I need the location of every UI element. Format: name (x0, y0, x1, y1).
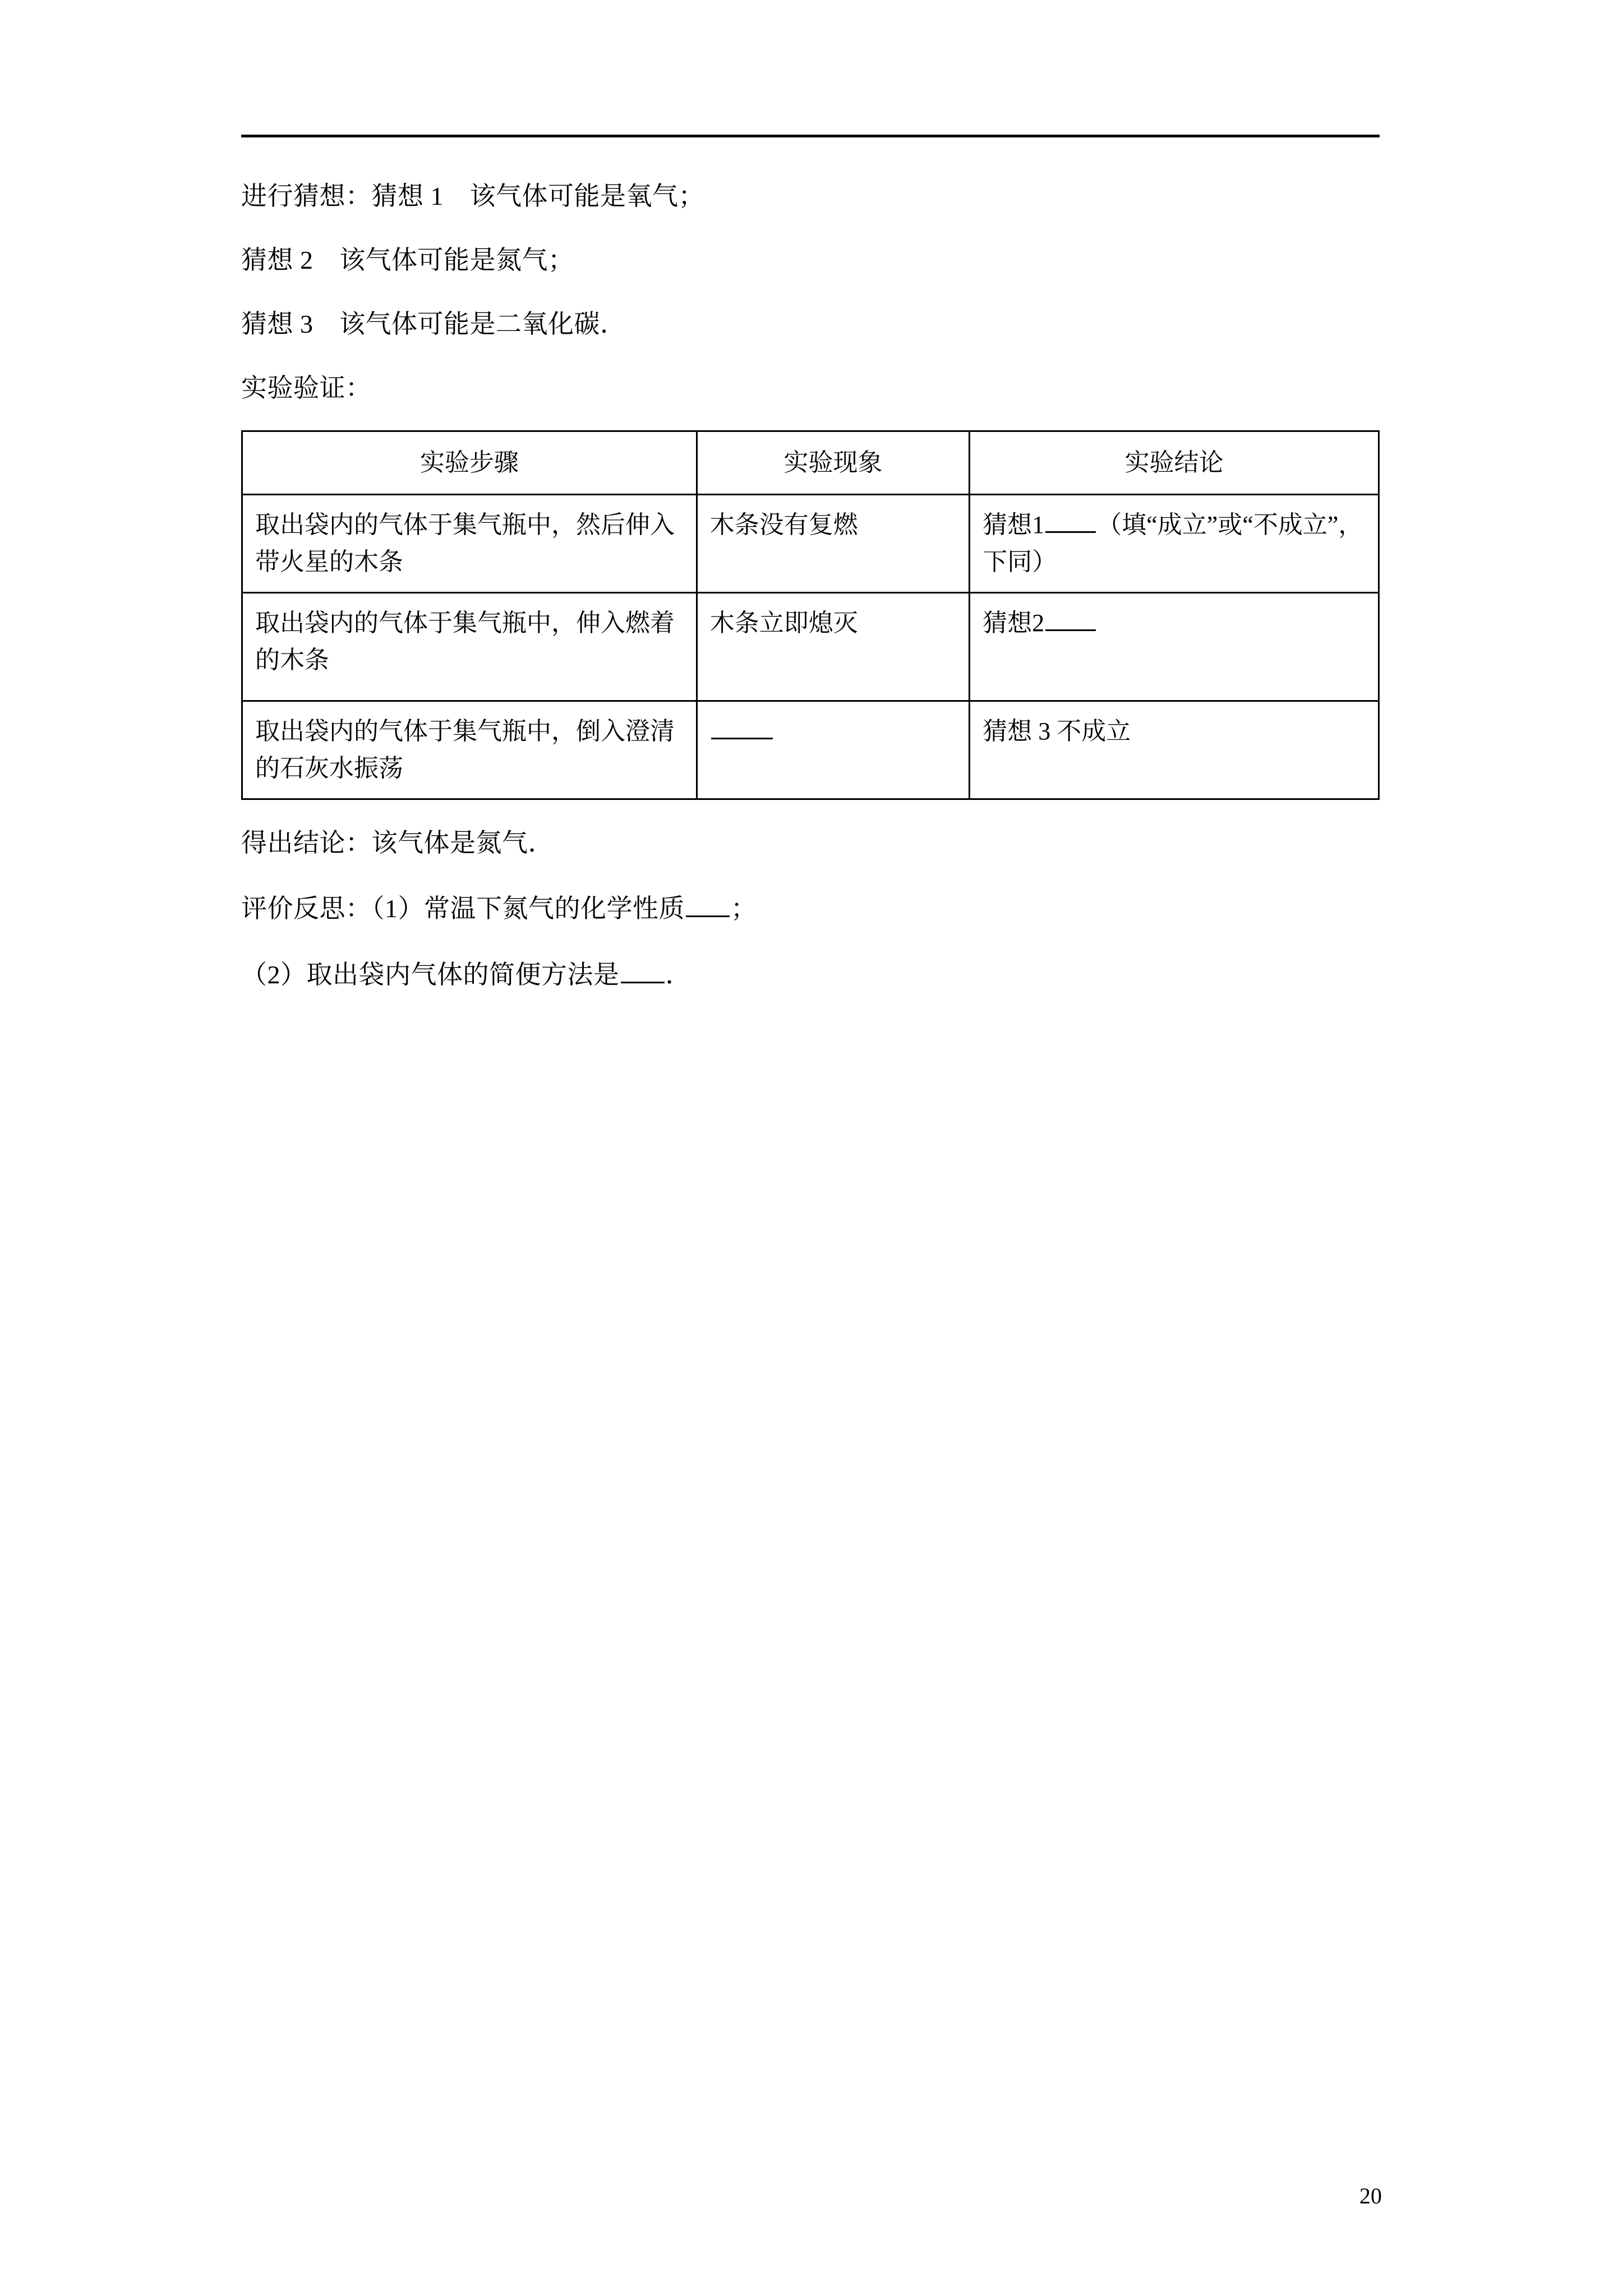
header-rule (241, 135, 1380, 137)
page-number: 20 (1359, 2183, 1382, 2208)
reflection-2-text-pre: （2）取出袋内气体的简便方法是 (241, 960, 620, 989)
table-row (242, 495, 1379, 593)
reflection-2-text-post: ． (665, 960, 691, 989)
table-header-step: 实验步骤 (242, 431, 697, 495)
fill-in-blank (621, 956, 665, 983)
reflection-1-text-pre: 评价反思：（1）常温下氮气的化学性质 (241, 894, 685, 923)
conclusion-text-pre: 猜想1 (983, 511, 1045, 539)
table-cell-conclusion (970, 593, 1379, 701)
paragraph-reflection-2 (241, 956, 1380, 992)
conclusion-text-pre: 猜想2 (983, 609, 1045, 637)
table-header-conclusion: 实验结论 (970, 431, 1379, 495)
paragraph-verify-label: 实验验证： (241, 374, 372, 403)
fill-in-blank (686, 890, 730, 917)
paragraph-guess-intro: 进行猜想：猜想 1 该气体可能是氧气； (241, 182, 704, 210)
table-row (242, 593, 1379, 701)
table-header-row (242, 431, 1379, 495)
table-row (242, 701, 1379, 799)
paragraph-conclusion: 得出结论：该气体是氮气． (241, 829, 554, 858)
table-cell-step: 取出袋内的气体于集气瓶中，伸入燃着的木条 (242, 593, 697, 701)
reflection-1-text-post: ； (731, 894, 757, 923)
table-cell-phenomenon: 木条没有复燃 (697, 495, 969, 593)
page-content (241, 135, 1380, 1022)
fill-in-blank (1045, 605, 1096, 631)
table-header-phenomenon: 实验现象 (697, 431, 969, 495)
table-cell-step: 取出袋内的气体于集气瓶中，然后伸入带火星的木条 (242, 495, 697, 593)
paragraph-guess-2: 猜想 2 该气体可能是氮气； (241, 246, 574, 275)
table-cell-conclusion: 猜想 3 不成立 (970, 701, 1379, 799)
paragraph-reflection-1 (241, 890, 1380, 926)
fill-in-blank (1045, 507, 1096, 533)
table-cell-step: 取出袋内的气体于集气瓶中，倒入澄清的石灰水振荡 (242, 701, 697, 799)
fill-in-blank (711, 713, 773, 739)
paragraph-guess-3: 猜想 3 该气体可能是二氧化碳． (241, 310, 626, 339)
conclusion-text-post: （填“成立”或“不成立”，下同） (983, 511, 1363, 576)
experiment-table (241, 430, 1380, 800)
table-cell-phenomenon: 木条立即熄灭 (697, 593, 969, 701)
table-cell-phenomenon (697, 701, 969, 799)
table-cell-conclusion (970, 495, 1379, 593)
